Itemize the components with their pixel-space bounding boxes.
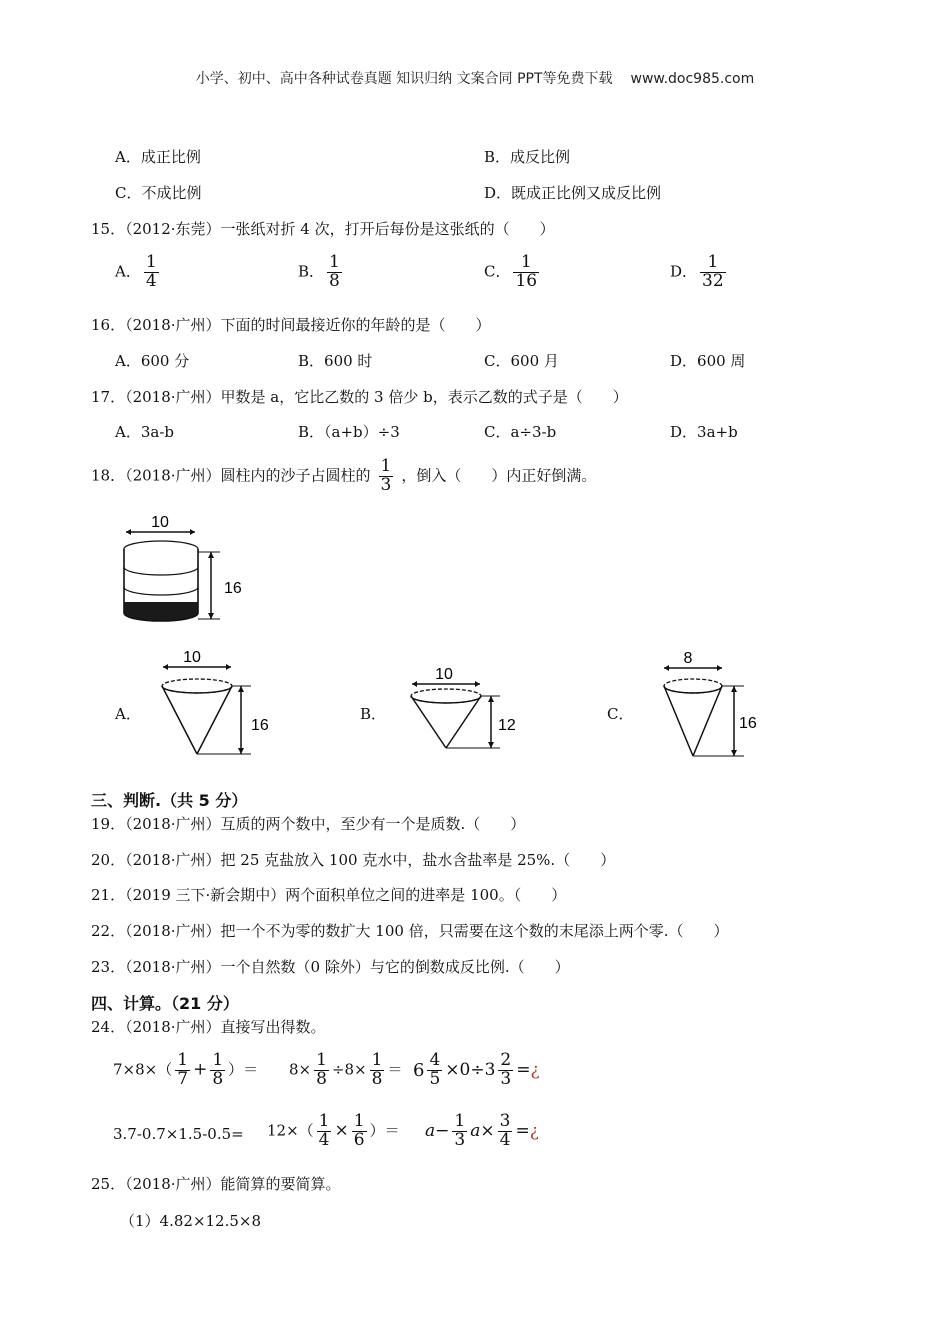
- sand-cylinder-figure: [118, 515, 248, 627]
- q22: 22．（2018·广州）把一个不为零的数扩大 100 倍，只需要在这个数的末尾添上两个零.（ ）: [91, 922, 729, 940]
- cone-b-label: B．: [360, 705, 387, 723]
- cone-c-figure: [656, 648, 766, 760]
- q15-option-d: D． $\frac{1}{32}$: [670, 252, 724, 291]
- q15-stem: 15．（2012·东莞）一张纸对折 4 次，打开后每份是这张纸的（ ）: [91, 220, 555, 238]
- q15-option-b: B． $\frac{1}{8}$: [298, 252, 340, 291]
- header-text: 小学、初中、高中各种试卷真题 知识归纳 文案合同 PPT等免费下载: [195, 71, 613, 87]
- expr-4: 3.7-0.7×1.5-0.5=: [113, 1125, 244, 1143]
- page-header: [0, 68, 950, 88]
- cone-a-height-label: 16: [251, 717, 269, 734]
- q17-option-c: C．a÷3-b: [484, 423, 557, 441]
- section-4-title: 四、计算。（21 分）: [91, 994, 239, 1013]
- cone-a-label: A．: [115, 705, 141, 723]
- q15-option-c: C． $\frac{1}{16}$: [484, 252, 538, 291]
- q16-option-c: C．600 月: [484, 352, 559, 370]
- expr-2: 8× $\frac{1}{8}$ ÷8× $\frac{1}{8}$ ＝: [289, 1050, 403, 1089]
- q25-stem: 25．（2018·广州）能简算的要简算。: [91, 1175, 341, 1193]
- q16-option-b: B．600 时: [298, 352, 373, 370]
- expr-3: 6 $\frac{4}{5}$ ×0÷3 $\frac{2}{3}$ =¿: [413, 1050, 540, 1089]
- cylinder-height-label: 16: [224, 580, 242, 597]
- q17-option-d: D．3a+b: [670, 423, 738, 441]
- q16-option-d: D．600 周: [670, 352, 746, 370]
- q15-option-a: A． $\frac{1}{4}$: [115, 252, 157, 291]
- section-3-title: 三、判断.（共 5 分）: [91, 791, 248, 810]
- cone-b-diameter-label: 10: [435, 666, 453, 683]
- q17-option-a: A．3a-b: [115, 423, 174, 441]
- cone-a-figure: [155, 650, 285, 760]
- q21: 21．（2019 三下·新会期中）两个面积单位之间的进率是 100。（ ）: [91, 886, 567, 904]
- q23: 23．（2018·广州）一个自然数（0 除外）与它的倒数成反比例.（ ）: [91, 958, 570, 976]
- q19: 19．（2018·广州）互质的两个数中，至少有一个是质数.（ ）: [91, 815, 526, 833]
- cone-b-figure: [404, 660, 534, 755]
- header-url: www.doc985.com: [630, 71, 755, 87]
- q14-option-a: A．成正比例: [115, 148, 201, 166]
- expr-6: a− $\frac{1}{3}$ a× $\frac{3}{4}$ =¿: [425, 1111, 539, 1150]
- cone-c-height-label: 16: [739, 715, 757, 732]
- q14-option-b: B．成反比例: [484, 148, 571, 166]
- q25-part-1: （1）4.82×12.5×8: [120, 1212, 262, 1230]
- q24-stem: 24．（2018·广州）直接写出得数。: [91, 1018, 326, 1036]
- q17-option-b: B．（a+b）÷3: [298, 423, 400, 441]
- expr-1: 7×8×（ $\frac{1}{7}$ + $\frac{1}{8}$ ）＝: [113, 1050, 259, 1089]
- q14-option-c: C．不成比例: [115, 184, 202, 202]
- q16-stem: 16．（2018·广州）下面的时间最接近你的年龄的是（ ）: [91, 316, 491, 334]
- cone-b-height-label: 12: [498, 717, 516, 734]
- cone-c-diameter-label: 8: [683, 650, 693, 667]
- q16-option-a: A．600 分: [115, 352, 190, 370]
- q20: 20．（2018·广州）把 25 克盐放入 100 克水中，盐水含盐率是 25%.（ ）: [91, 851, 616, 869]
- q14-option-d: D．既成正比例又成反比例: [484, 184, 662, 202]
- cylinder-diameter-label: 10: [151, 515, 169, 531]
- q18-stem: 18．（2018·广州）圆柱内的沙子占圆柱的 $\frac{1}{3}$ ，倒入（ ）内正好倒满。: [91, 456, 597, 495]
- expr-5: 12×（ $\frac{1}{4}$ × $\frac{1}{6}$ ）＝: [267, 1111, 400, 1150]
- cone-c-label: C．: [607, 705, 634, 723]
- q17-stem: 17．（2018·广州）甲数是 a，它比乙数的 3 倍少 b，表示乙数的式子是（ ）: [91, 388, 628, 406]
- cone-a-diameter-label: 10: [183, 650, 201, 666]
